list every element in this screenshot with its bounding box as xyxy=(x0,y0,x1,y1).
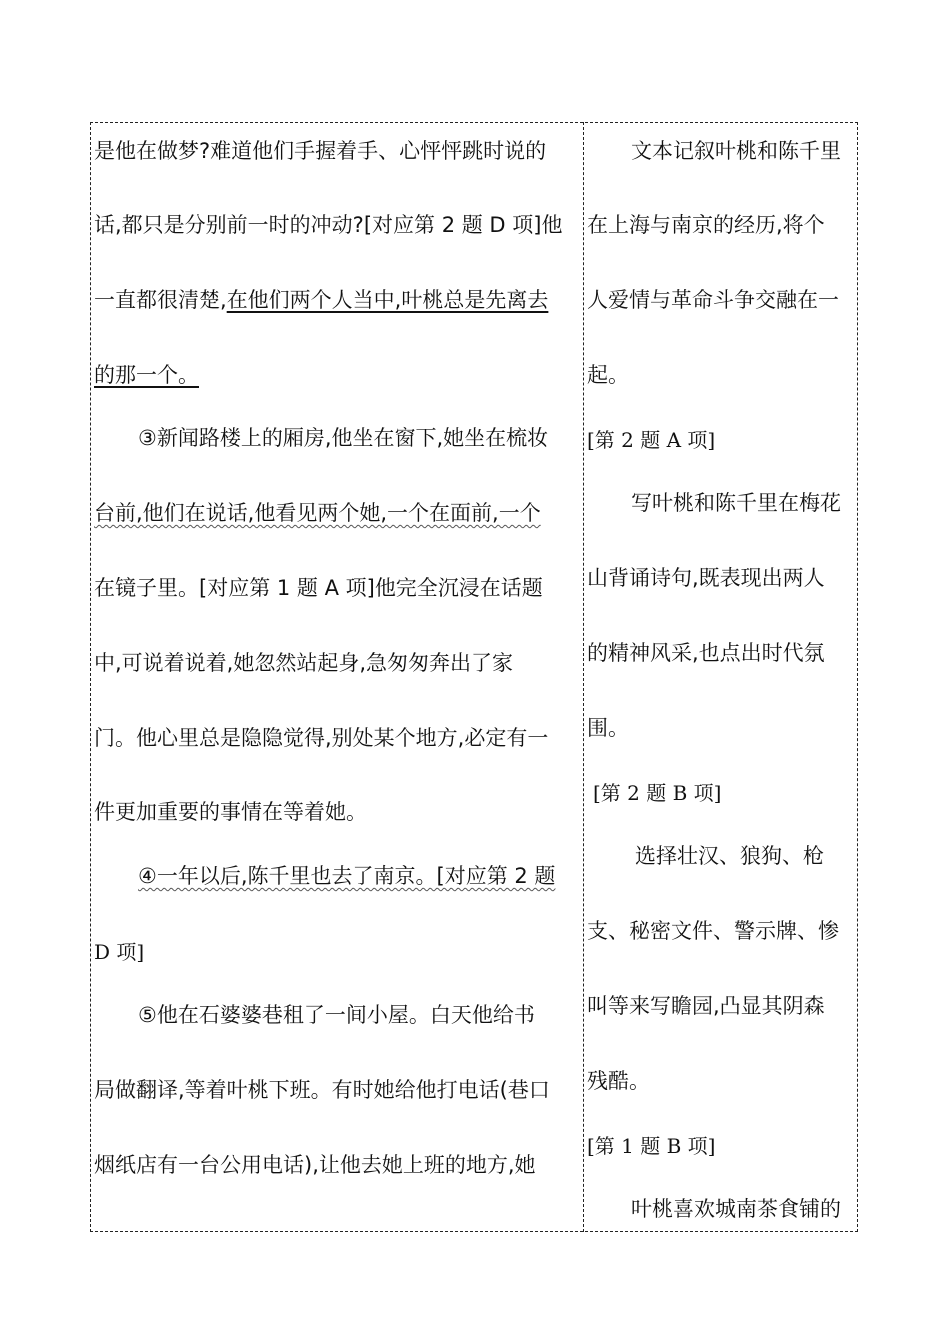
underlined-text: 在他们两个人当中,叶桃总是先离去 xyxy=(226,288,549,312)
annotation-line xyxy=(631,136,841,166)
text-span: 人爱情与革命斗争交融在一 xyxy=(587,288,839,312)
text-line xyxy=(94,937,144,967)
annotation-line xyxy=(587,285,839,315)
text-span: 在镜子里。[对应第 1 题 A 项]他完全沉浸在话题 xyxy=(94,576,543,600)
text-span: 叶桃喜欢城南茶食铺的 xyxy=(631,1197,841,1221)
text-line xyxy=(94,498,541,528)
annotation-line xyxy=(587,210,825,240)
text-line xyxy=(94,210,562,240)
paragraph-start-line xyxy=(138,861,555,891)
text-span: [第 1 题 B 项] xyxy=(587,1134,716,1158)
text-line xyxy=(94,1075,550,1105)
text-span: 写叶桃和陈千里在梅花 xyxy=(631,491,841,515)
text-span: 文本记叙叶桃和陈千里 xyxy=(631,139,841,163)
text-span: 在上海与南京的经历,将个 xyxy=(587,213,825,237)
column-divider xyxy=(583,122,584,1232)
annotation-line xyxy=(587,638,825,668)
text-span: ③新闻路楼上的厢房,他坐在窗下,她坐在梳妆 xyxy=(138,426,549,450)
paragraph-start-line xyxy=(138,1000,535,1030)
text-span: [第 2 题 A 项] xyxy=(587,428,716,452)
text-line xyxy=(94,723,548,753)
annotation-line xyxy=(587,713,629,743)
question-reference xyxy=(593,778,721,808)
annotation-line xyxy=(587,916,839,946)
paragraph-start-line xyxy=(138,423,548,453)
text-span: 烟纸店有一台公用电话),让他去她上班的地方,她 xyxy=(94,1153,536,1177)
text-span: 残酷。 xyxy=(587,1069,650,1093)
annotation-line xyxy=(587,1066,650,1096)
text-line xyxy=(94,285,548,315)
annotation-line xyxy=(587,563,825,593)
text-span: [第 2 题 B 项] xyxy=(593,781,722,805)
text-span: 一直都很清楚, xyxy=(94,288,227,312)
text-span: 局做翻译,等着叶桃下班。有时她给他打电话(巷口 xyxy=(94,1078,550,1102)
annotation-line xyxy=(631,488,841,518)
underlined-text: 的那一个。 xyxy=(94,363,199,387)
annotation-line xyxy=(631,1194,841,1224)
text-span: 叫等来写瞻园,凸显其阴森 xyxy=(587,994,825,1018)
text-span: 是他在做梦?难道他们手握着手、心怦怦跳时说的 xyxy=(94,139,547,163)
text-span: 山背诵诗句,既表现出两人 xyxy=(587,566,825,590)
question-reference xyxy=(587,1131,715,1161)
text-line xyxy=(94,136,546,166)
text-span: 围。 xyxy=(587,716,629,740)
wavy-underlined-text: 台前,他们在说话,他看见两个她,一个在面前,一个 xyxy=(94,501,541,525)
text-line xyxy=(94,797,367,827)
text-span: D 项] xyxy=(94,940,145,964)
text-line xyxy=(94,573,543,603)
text-span: 选择壮汉、狼狗、枪 xyxy=(635,844,824,868)
text-line xyxy=(94,1150,536,1180)
text-span: 门。他心里总是隐隐觉得,别处某个地方,必定有一 xyxy=(94,726,549,750)
annotation-line xyxy=(587,991,825,1021)
text-span: 支、秘密文件、警示牌、惨 xyxy=(587,919,839,943)
text-line xyxy=(94,648,513,678)
wavy-underlined-text: ④一年以后,陈千里也去了南京。[对应第 2 题 xyxy=(138,864,556,888)
text-span: 起。 xyxy=(587,363,629,387)
text-span: ⑤他在石婆婆巷租了一间小屋。白天他给书 xyxy=(138,1003,535,1027)
text-span: 话,都只是分别前一时的冲动?[对应第 2 题 D 项]他 xyxy=(94,213,563,237)
text-span: 中,可说着说着,她忽然站起身,急匆匆奔出了家 xyxy=(94,651,514,675)
text-span: 件更加重要的事情在等着她。 xyxy=(94,800,367,824)
annotation-line xyxy=(587,360,629,390)
annotation-line xyxy=(635,841,824,871)
text-line xyxy=(94,360,199,390)
text-span: 的精神风采,也点出时代氛 xyxy=(587,641,825,665)
question-reference xyxy=(587,425,715,455)
